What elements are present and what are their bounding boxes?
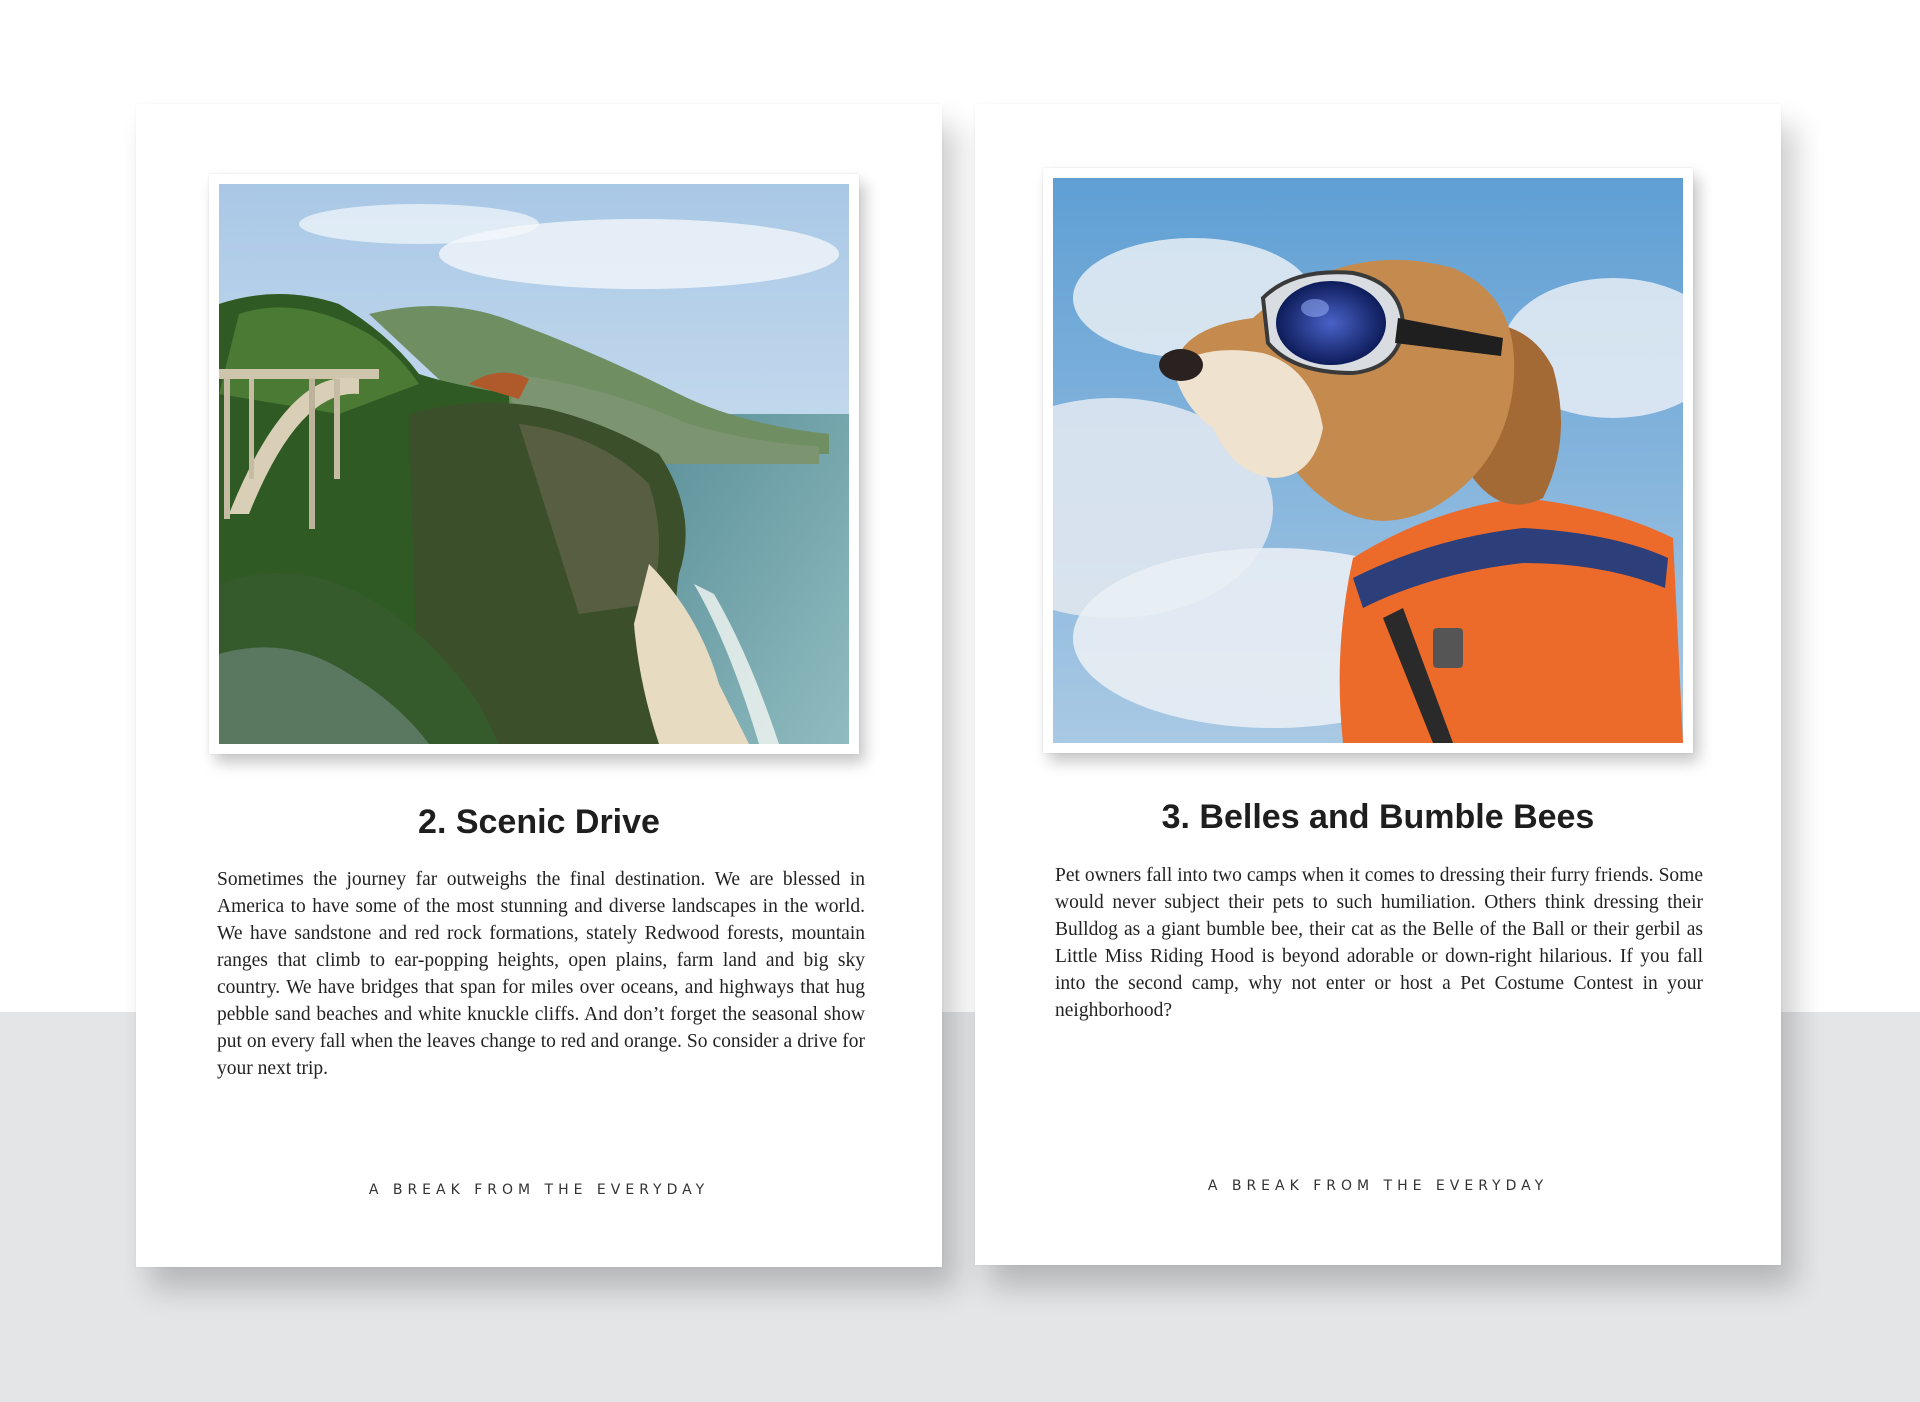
page-title: 3. Belles and Bumble Bees [1161, 798, 1595, 836]
beagle-goggles-photo [1043, 168, 1693, 753]
left-page [136, 104, 942, 1267]
body-paragraph: Sometimes the journey far outweighs the final destination. We are blessed in America to have some of the most stunning and diverse landscapes in the world. We have sandstone and red rock formations, stately Redwood forests, mountain ranges that climb to ear-popping heights, open plains, farm land and big sky country. We have bridges that span for miles over oceans, and highways that hug pebble sand beaches and white knuckle cliffs. And don’t forget the seasonal show put on every fall when the leaves change to red and orange. So consider a drive for your next trip. [217, 869, 865, 1079]
body-paragraph: Pet owners fall into two camps when it comes to dressing their furry friends. Some would never subject their pets to such humiliation. Others think dressing their Bulldog as a giant bumble bee, their cat as the Belle of the Ball or their gerbil as Little Miss Riding Hood is beyond adorable or down-right hilarious. If you fall into the second camp, why not enter or host a Pet Costume Contest in your neighborhood? [1055, 865, 1703, 1021]
right-page [975, 104, 1781, 1265]
page-title: 2. Scenic Drive [418, 803, 660, 841]
page-footer: A BREAK FROM THE EVERYDAY [368, 1182, 710, 1198]
page-footer: A BREAK FROM THE EVERYDAY [1207, 1178, 1549, 1194]
coastal-bridge-photo [209, 174, 859, 754]
